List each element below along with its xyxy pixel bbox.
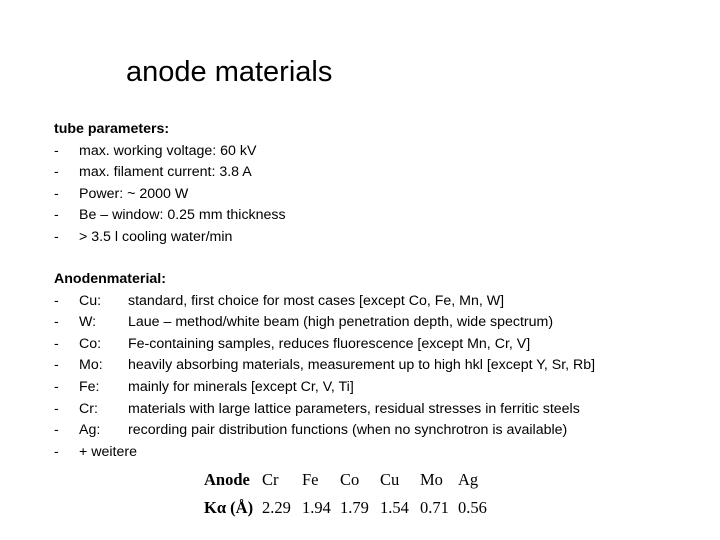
bullet-dash: - bbox=[54, 185, 59, 202]
table-cell: Ag bbox=[458, 470, 479, 489]
anode-symbol: Cu: bbox=[79, 292, 102, 309]
bullet-dash: - bbox=[54, 164, 59, 181]
tube-parameters-heading: tube parameters: bbox=[54, 121, 170, 137]
table-cell: 1.79 bbox=[340, 498, 369, 517]
anode-description: Laue – method/white beam (high penetration depth, wide spectrum) bbox=[128, 314, 554, 331]
slide-title: anode materials bbox=[126, 56, 333, 88]
bullet-dash: - bbox=[54, 400, 59, 417]
anode-more-text: + weitere bbox=[79, 443, 137, 460]
list-item bbox=[54, 377, 595, 399]
table-cell: 2.29 bbox=[262, 498, 291, 517]
tube-parameter-text: > 3.5 l cooling water/min bbox=[79, 228, 233, 245]
list-item bbox=[54, 205, 286, 227]
bullet-dash: - bbox=[54, 228, 59, 245]
bullet-dash: - bbox=[54, 142, 59, 159]
bullet-dash: - bbox=[54, 443, 59, 460]
anode-material-heading: Anodenmaterial: bbox=[54, 271, 166, 287]
bullet-dash: - bbox=[54, 314, 59, 331]
bullet-dash: - bbox=[54, 378, 59, 395]
list-item bbox=[54, 334, 595, 356]
list-item bbox=[54, 162, 286, 184]
tube-parameter-text: Be – window: 0.25 mm thickness bbox=[79, 207, 286, 224]
anode-symbol: Fe: bbox=[79, 378, 100, 395]
table-row-label: Anode bbox=[204, 470, 250, 489]
tube-parameter-text: Power: ~ 2000 W bbox=[79, 185, 189, 202]
table-cell: Mo bbox=[420, 470, 443, 489]
bullet-dash: - bbox=[54, 292, 59, 309]
anode-symbol: Cr: bbox=[79, 400, 98, 417]
tube-parameter-text: max. filament current: 3.8 A bbox=[79, 164, 252, 181]
list-item bbox=[54, 420, 595, 442]
table-row bbox=[204, 494, 498, 522]
bullet-dash: - bbox=[54, 422, 59, 439]
list-item bbox=[54, 141, 286, 163]
list-item bbox=[54, 312, 595, 334]
tube-parameters-section bbox=[54, 119, 286, 249]
table-row bbox=[204, 466, 498, 494]
anode-description: standard, first choice for most cases [except Co, Fe, Mn, W] bbox=[128, 292, 505, 309]
table-cell: Cu bbox=[380, 470, 400, 489]
wavelength-table bbox=[204, 466, 498, 522]
list-item bbox=[54, 355, 595, 377]
anode-symbol: Co: bbox=[79, 335, 102, 352]
anode-description: heavily absorbing materials, measurement up to high hkl [except Y, Sr, Rb] bbox=[128, 357, 596, 374]
list-item bbox=[54, 227, 286, 249]
anode-symbol: W: bbox=[79, 314, 97, 331]
anode-description: materials with large lattice parameters, residual stresses in ferritic steels bbox=[128, 400, 580, 417]
list-item bbox=[54, 184, 286, 206]
bullet-dash: - bbox=[54, 207, 59, 224]
table-cell: Cr bbox=[262, 470, 279, 489]
table-row-label: Kα (Å) bbox=[204, 498, 254, 517]
table-cell: 0.56 bbox=[458, 498, 487, 517]
table-cell: 1.94 bbox=[302, 498, 331, 517]
bullet-dash: - bbox=[54, 357, 59, 374]
anode-symbol: Ag: bbox=[79, 422, 101, 439]
anode-description: Fe-containing samples, reduces fluorescence [except Mn, Cr, V] bbox=[128, 335, 531, 352]
anode-description: recording pair distribution functions (when no synchrotron is available) bbox=[128, 422, 568, 439]
list-item bbox=[54, 442, 595, 464]
anode-description: mainly for minerals [except Cr, V, Ti] bbox=[128, 378, 354, 395]
table-cell: 1.54 bbox=[380, 498, 409, 517]
table-cell: 0.71 bbox=[420, 498, 449, 517]
table-cell: Fe bbox=[302, 470, 319, 489]
anode-symbol: Mo: bbox=[79, 357, 103, 374]
bullet-dash: - bbox=[54, 335, 59, 352]
list-item bbox=[54, 399, 595, 421]
anode-material-section bbox=[54, 269, 595, 463]
table-cell: Co bbox=[340, 470, 360, 489]
tube-parameter-text: max. working voltage: 60 kV bbox=[79, 142, 257, 159]
list-item bbox=[54, 291, 595, 313]
